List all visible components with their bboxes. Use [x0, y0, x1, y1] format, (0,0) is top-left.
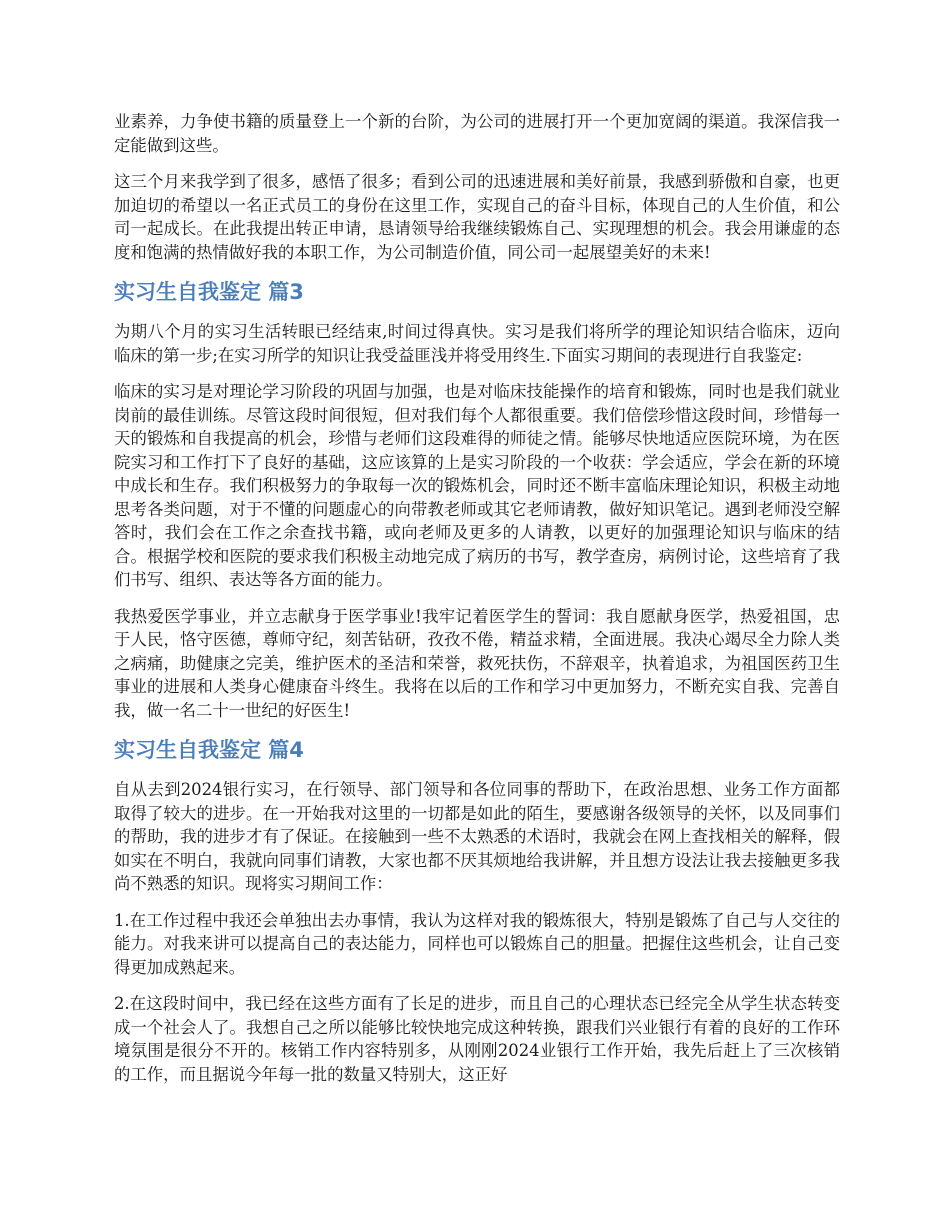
- section-heading-4: 实习生自我鉴定 篇4: [114, 738, 304, 762]
- paragraph: 自从去到2024银行实习，在行领导、部门领导和各位同事的帮助下，在政治思想、业务工作方面都取得了较大的进步。在一开始我对这里的一切都是如此的陌生，要感谢各级领导的关怀，以及同事们的帮助，我的进步才有了保证。在接触到一些不太熟悉的术语时，我就会在网上查找相关的解释，假如实在不明白，我就向同事们请教，大家也都不厌其烦地给我讲解，并且想方设法让我去接触更多我尚不熟悉的知识。现将实习期间工作：: [114, 780, 840, 893]
- paragraph: 业素养，力争使书籍的质量登上一个新的台阶，为公司的进展打开一个更加宽阔的渠道。我深信我一定能做到这些。: [114, 112, 840, 155]
- paragraph: 这三个月来我学到了很多，感悟了很多；看到公司的迅速进展和美好前景，我感到骄傲和自豪，也更加迫切的希望以一名正式员工的身份在这里工作，实现自己的奋斗目标，体现自己的人生价值，和公司一起成长。在此我提出转正申请，恳请领导给我继续锻炼自己、实现理想的机会。我会用谦虚的态度和饱满的热情做好我的本职工作，为公司制造价值，同公司一起展望美好的未来!: [114, 172, 840, 262]
- paragraph: 为期八个月的实习生活转眼已经结束,时间过得真快。实习是我们将所学的理论知识结合临床，迈向临床的第一步;在实习所学的知识让我受益匪浅并将受用终生.下面实习期间的表现进行自我鉴定:: [114, 322, 840, 365]
- section-heading-3: 实习生自我鉴定 篇3: [114, 280, 304, 304]
- paragraph: 1.在工作过程中我还会单独出去办事情，我认为这样对我的锻炼很大，特别是锻炼了自己与人交往的能力。对我来讲可以提高自己的表达能力，同样也可以锻炼自己的胆量。把握住这些机会，让自己变得更加成熟起来。: [114, 910, 840, 977]
- document-page: [114, 110, 840, 1099]
- paragraph: 临床的实习是对理论学习阶段的巩固与加强，也是对临床技能操作的培育和锻炼，同时也是我们就业岗前的最佳训练。尽管这段时间很短，但对我们每个人都很重要。我们倍偿珍惜这段时间，珍惜每一天的锻炼和自我提高的机会，珍惜与老师们这段难得的师徒之情。能够尽快地适应医院环境，为在医院实习和工作打下了良好的基础，这应该算的上是实习阶段的一个收获：学会适应，学会在新的环境中成长和生存。我们积极努力的争取每一次的锻炼机会，同时还不断丰富临床理论知识，积极主动地思考各类问题，对于不懂的问题虚心的向带教老师或其它老师请教，做好知识笔记。遇到老师没空解答时，我们会在工作之余查找书籍，或向老师及更多的人请教，以更好的加强理论知识与临床的结合。根据学校和医院的要求我们积极主动地完成了病历的书写，教学查房，病例讨论，这些培育了我们书写、组织、表达等各方面的能力。: [114, 382, 840, 589]
- paragraph: 2.在这段时间中，我已经在这些方面有了长足的进步，而且自己的心理状态已经完全从学生状态转变成一个社会人了。我想自己之所以能够比较快地完成这种转换，跟我们兴业银行有着的良好的工作环境氛围是很分不开的。核销工作内容特别多，从刚刚2024业银行工作开始，我先后赶上了三次核销的工作，而且据说今年每一批的数量又特别大，这正好: [114, 994, 840, 1084]
- paragraph: 我热爱医学事业，并立志献身于医学事业!我牢记着医学生的誓词：我自愿献身医学，热爱祖国，忠于人民，恪守医德，尊师守纪，刻苦钻研，孜孜不倦，精益求精，全面进展。我决心竭尽全力除人类之病痛，助健康之完美，维护医术的圣洁和荣誉，救死扶伤，不辞艰辛，执着追求，为祖国医药卫生事业的进展和人类身心健康奋斗终生。我将在以后的工作和学习中更加努力，不断充实自我、完善自我，做一名二十一世纪的好医生!: [114, 606, 840, 720]
